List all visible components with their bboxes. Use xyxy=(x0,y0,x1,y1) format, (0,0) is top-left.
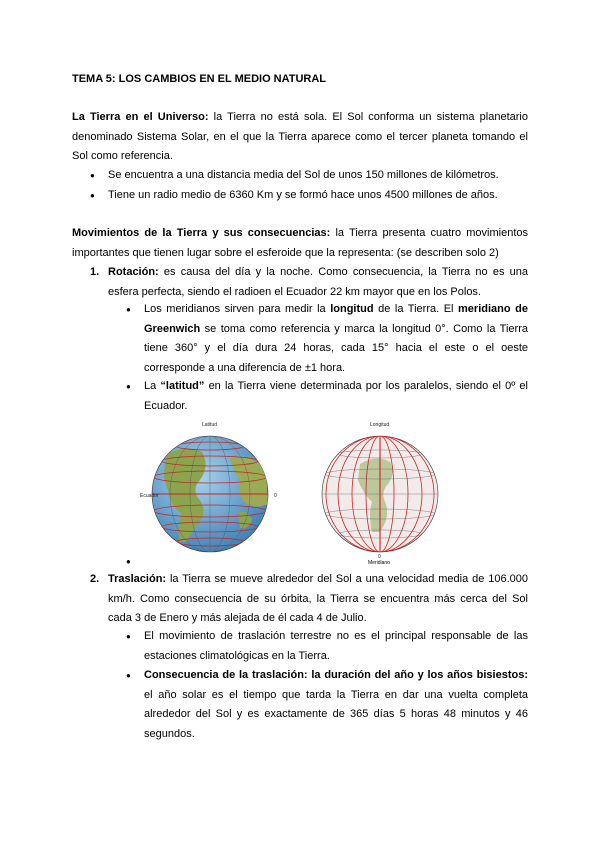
globes-figure xyxy=(140,414,460,560)
rotation-text: es causa del día y la noche. Como consecuencia, la Tierra no es una esfera perfecta, siendo el radioen el Ecuador 22 km mayor que en los Polos. xyxy=(108,266,528,298)
section-universe-text: la Tierra no está sola. El Sol conforma un sistema planetario denominado Sistema Solar, en el que la Tierra aparece como el tercer planeta tomando el Sol como referencia. xyxy=(72,111,528,162)
list-item: ● Se encuentra a una distancia media del Sol de unos 150 millones de kilómetros. xyxy=(108,166,528,186)
rotation-label: Rotación: xyxy=(108,266,159,278)
list-item: ● Consecuencia de la traslación: la duración del año y los años bisiestos: el año solar es el tiempo que tarda la Tierra en dar una vuelta completa alrededor del Sol y es exactamente de 365 días 5 horas 48 minutos y 46 segundos. xyxy=(144,666,528,744)
section-universe-paragraph xyxy=(72,108,528,167)
page-title: TEMA 5: LOS CAMBIOS EN EL MEDIO NATURAL xyxy=(72,73,327,85)
list-item xyxy=(144,552,528,564)
translation-label: Traslación: xyxy=(108,573,167,585)
section-movements-paragraph xyxy=(72,224,528,263)
latitude-title: Latitud xyxy=(202,422,218,428)
meridian-label: Meridiano xyxy=(368,560,390,566)
translation-text: la Tierra se mueve alrededor del Sol a una velocidad media de 106.000 km/h. Como consecuencia de su órbita, la Tierra se encuentra más cerca del Sol cada 3 de Enero y más alejada de él cada 4 de Julio. xyxy=(108,573,528,624)
list-item: ● Tiene un radio medio de 6360 Km y se formó hace unos 4500 millones de años. xyxy=(108,186,528,206)
translation-paragraph xyxy=(108,570,528,629)
section-universe-heading: La Tierra en el Universo: xyxy=(72,111,209,123)
latitude-globe xyxy=(140,422,277,552)
meridian-zero-label: 0 xyxy=(378,554,381,560)
rotation-paragraph xyxy=(108,263,528,302)
equator-zero-label: 0 xyxy=(274,493,277,499)
list-item: ● La “latitud” en la Tierra viene determinada por los paralelos, siendo el 0º el Ecuador. xyxy=(144,377,528,416)
section-movements-heading: Movimientos de la Tierra y sus consecuencias: xyxy=(72,227,331,239)
equator-label: Ecuador xyxy=(140,493,159,499)
list-item: ● Los meridianos sirven para medir la longitud de la Tierra. El meridiano de Greenwich se toma como referencia y marca la longitud 0°. Como la Tierra tiene 360° y el día dura 24 horas, cada 15° hacia el este o el oeste corresponde a una diferencia de ±1 hora. xyxy=(144,300,528,378)
list-item: ● El movimiento de traslación terrestre no es el principal responsable de las estaciones climatológicas en la Tierra. xyxy=(144,627,528,666)
longitude-title: Longitud xyxy=(370,422,390,428)
section-movements-text: la Tierra presenta cuatro movimientos importantes que tienen lugar sobre el esferoide que la representa: (se describen solo 2) xyxy=(72,227,528,259)
longitude-globe xyxy=(322,422,438,560)
item-number: 1. xyxy=(90,266,100,278)
item-number: 2. xyxy=(90,573,100,585)
